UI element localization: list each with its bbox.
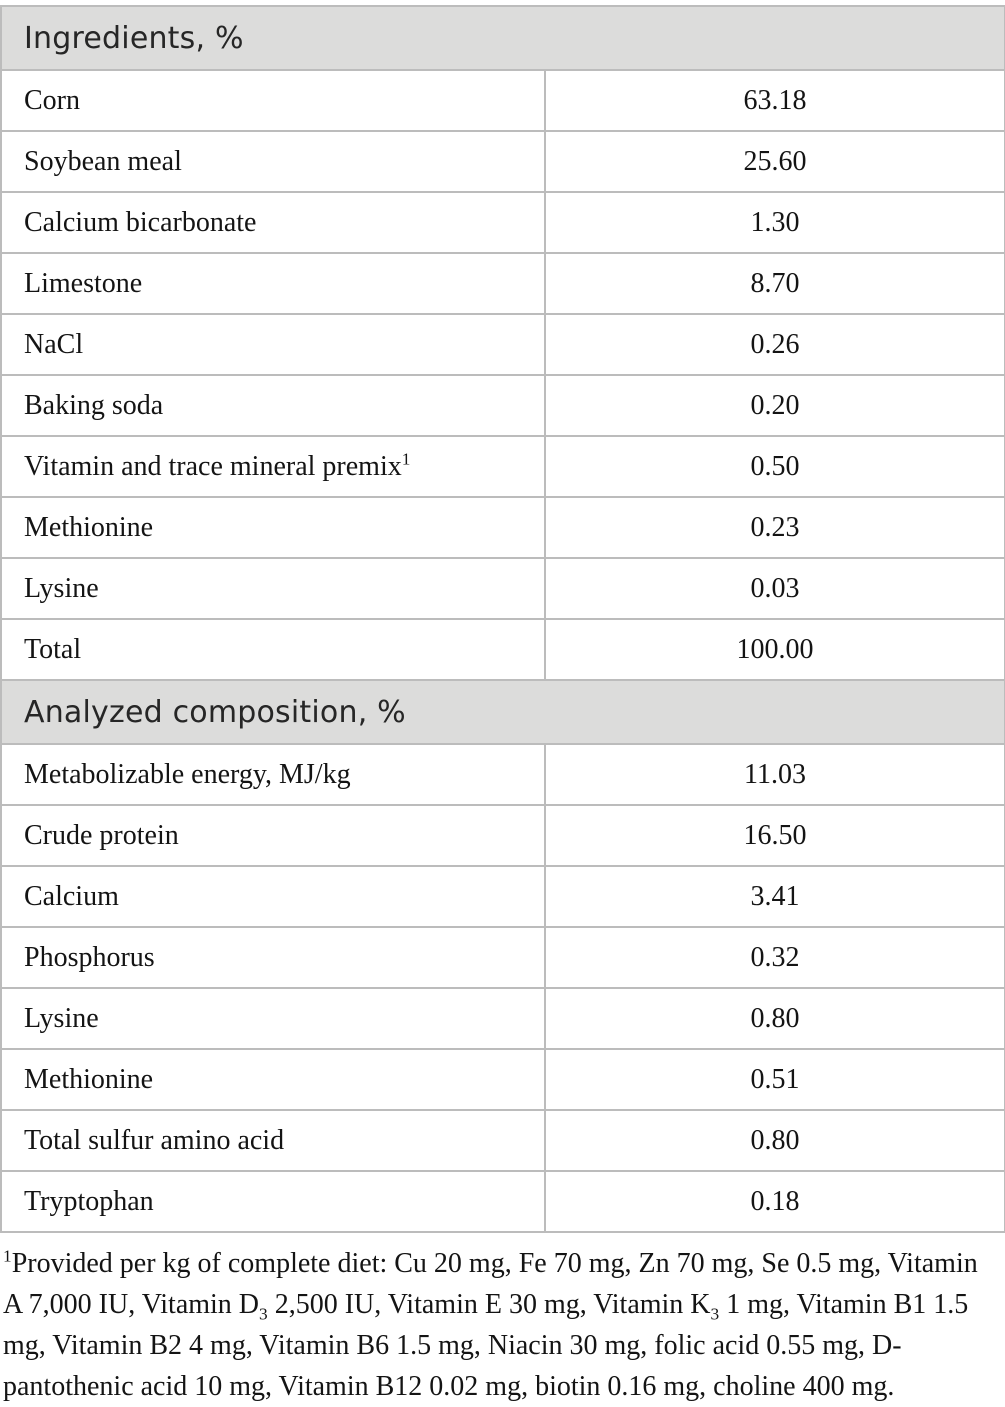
ingredient-value-cell: 0.26: [545, 314, 1005, 375]
ingredient-value-cell: 11.03: [545, 744, 1005, 805]
table-row: [1, 497, 1005, 558]
ingredient-label: Vitamin and trace mineral premix: [24, 450, 402, 482]
ingredient-value-cell: 25.60: [545, 131, 1005, 192]
table-row: [1, 70, 1005, 131]
ingredient-label-cell: [1, 558, 545, 619]
ingredient-label-cell: [1, 192, 545, 253]
section-header-row: [1, 6, 1005, 70]
footnote-text: Provided per kg of complete diet: Cu 20 mg, Fe 70 mg, Zn 70 mg, Se 0.5 mg, Vitamin A 7,000 IU, Vitamin D: [3, 1248, 978, 1320]
ingredient-value-cell: 0.80: [545, 1110, 1005, 1171]
ingredient-label: Calcium: [24, 880, 119, 912]
ingredient-label: Lysine: [24, 1002, 99, 1034]
ingredient-value-cell: 100.00: [545, 619, 1005, 680]
ingredient-label-cell: [1, 497, 545, 558]
ingredient-label-cell: [1, 927, 545, 988]
table-row: [1, 253, 1005, 314]
ingredient-value-cell: 16.50: [545, 805, 1005, 866]
ingredient-label: Phosphorus: [24, 941, 155, 973]
ingredient-label: Methionine: [24, 511, 154, 543]
ingredient-label: Total: [24, 633, 82, 665]
ingredient-label-cell: [1, 1049, 545, 1110]
table-row: [1, 744, 1005, 805]
ingredient-label: Lysine: [24, 572, 99, 604]
ingredient-value-cell: 1.30: [545, 192, 1005, 253]
footnote-subscript: 3: [710, 1304, 720, 1324]
ingredient-label: Baking soda: [24, 389, 164, 421]
section-header: Ingredients, %: [1, 6, 1005, 70]
footnote-text: 1 mg, Vitamin B1 1.5 mg, Vitamin B2 4 mg, Vitamin B6 1.5 mg, Niacin 30 mg, folic acid 0.55 mg, D-pantothenic acid 10 mg, Vitamin B12 0.02 mg, biotin 0.16 mg, choline 400 mg.: [3, 1289, 969, 1402]
ingredient-value-cell: 0.18: [545, 1171, 1005, 1232]
ingredient-value-cell: 8.70: [545, 253, 1005, 314]
ingredient-label-cell: [1, 744, 545, 805]
ingredient-label-cell: [1, 436, 545, 497]
footnote-text: 2,500 IU, Vitamin E 30 mg, Vitamin K: [267, 1289, 711, 1320]
ingredient-label-cell: [1, 866, 545, 927]
table-footnote: [0, 1243, 1005, 1407]
ingredient-value-cell: 0.20: [545, 375, 1005, 436]
ingredient-value-cell: 63.18: [545, 70, 1005, 131]
ingredient-value-cell: 0.23: [545, 497, 1005, 558]
section-header: Analyzed composition, %: [1, 680, 1005, 744]
table-row: [1, 131, 1005, 192]
ingredient-label: Crude protein: [24, 819, 179, 851]
ingredient-value-cell: 3.41: [545, 866, 1005, 927]
ingredient-label-cell: [1, 253, 545, 314]
ingredient-label-cell: [1, 619, 545, 680]
footnote-subscript: 3: [259, 1304, 268, 1324]
ingredient-label: Tryptophan: [24, 1185, 154, 1217]
table-row: [1, 866, 1005, 927]
ingredient-label: Methionine: [24, 1063, 154, 1095]
ingredient-value-cell: 0.50: [545, 436, 1005, 497]
ingredient-label-cell: [1, 988, 545, 1049]
ingredient-value-cell: 0.03: [545, 558, 1005, 619]
table-row: [1, 375, 1005, 436]
ingredient-label-cell: [1, 1171, 545, 1232]
table-row: [1, 988, 1005, 1049]
table-row: [1, 314, 1005, 375]
ingredient-label-cell: [1, 375, 545, 436]
ingredient-label: Corn: [24, 84, 80, 116]
ingredient-label-cell: [1, 314, 545, 375]
ingredient-value-cell: 0.51: [545, 1049, 1005, 1110]
table-row: [1, 436, 1005, 497]
table-row: [1, 1110, 1005, 1171]
table-row: [1, 619, 1005, 680]
ingredient-label: Calcium bicarbonate: [24, 206, 257, 238]
ingredient-label: NaCl: [24, 328, 84, 360]
table-row: [1, 927, 1005, 988]
footnote-superscript: 1: [3, 1246, 12, 1266]
footnote-marker: 1: [401, 449, 411, 469]
ingredient-label: Total sulfur amino acid: [24, 1124, 285, 1156]
table-body: [1, 6, 1005, 1232]
ingredient-label-cell: [1, 131, 545, 192]
section-header-row: [1, 680, 1005, 744]
ingredient-label: Metabolizable energy, MJ/kg: [24, 758, 351, 790]
ingredient-label-cell: [1, 70, 545, 131]
ingredient-value-cell: 0.32: [545, 927, 1005, 988]
table-row: [1, 1049, 1005, 1110]
table-row: [1, 805, 1005, 866]
ingredient-label-cell: [1, 1110, 545, 1171]
table-row: [1, 558, 1005, 619]
diet-composition-table: [0, 5, 1005, 1233]
table-row: [1, 1171, 1005, 1232]
table-row: [1, 192, 1005, 253]
ingredient-value-cell: 0.80: [545, 988, 1005, 1049]
ingredient-label-cell: [1, 805, 545, 866]
ingredient-label: Soybean meal: [24, 145, 182, 177]
ingredient-label: Limestone: [24, 267, 143, 299]
